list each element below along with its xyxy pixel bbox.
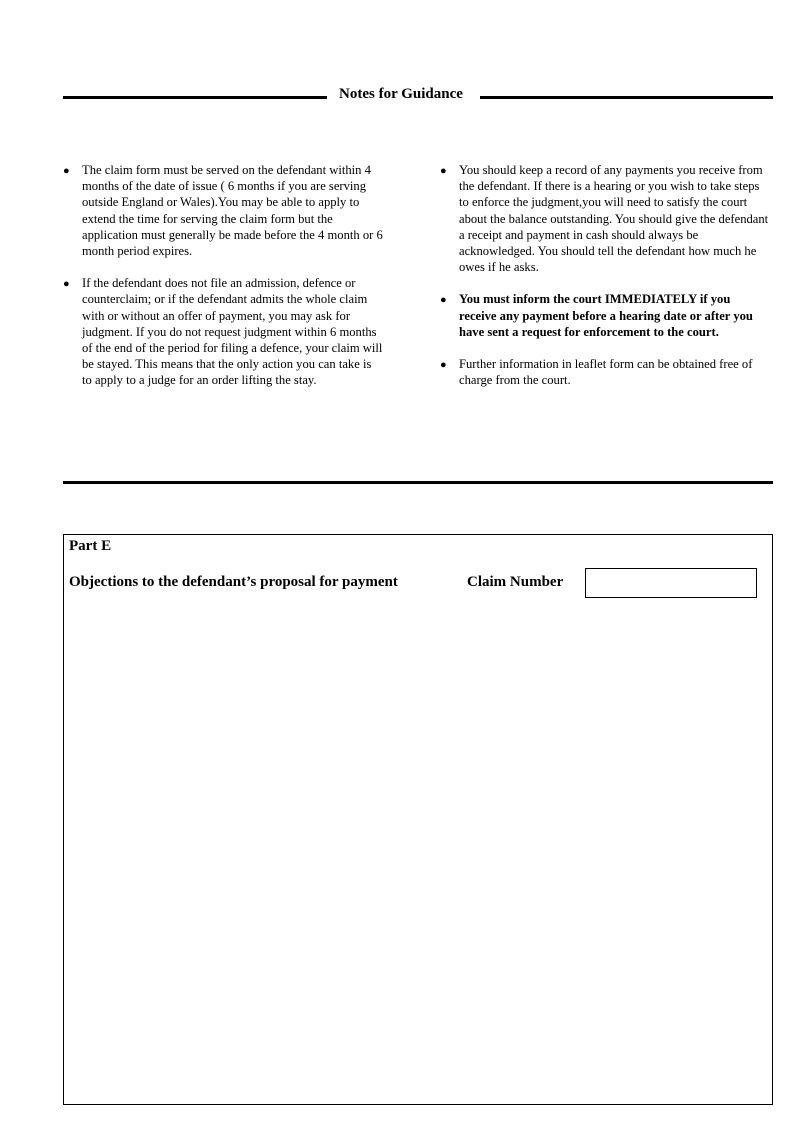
heading-rule-right: [480, 96, 773, 99]
bullet-icon: ●: [440, 165, 447, 177]
bullet-icon: ●: [63, 278, 70, 291]
part-e-title: Part E: [69, 538, 112, 554]
guidance-note: [440, 356, 770, 388]
claim-number-label: Claim Number: [467, 574, 564, 590]
objections-label: Objections to the defendant’s proposal for payment: [69, 574, 398, 590]
section-divider: [63, 481, 773, 484]
guidance-title: Notes for Guidance: [339, 86, 463, 102]
guidance-note: [63, 162, 383, 259]
bullet-icon: ●: [63, 165, 70, 177]
guidance-note-text: If the defendant does not file an admission, defence or counterclaim; or if the defendant admits the whole claim with or without an offer of payment, you may ask for judgment. If you do not request judgment within 6 months of the end of the period for filing a defence, your claim will be stayed. This means that the only action you can take is to apply to a judge for an order lifting the stay.: [82, 276, 383, 388]
guidance-note: [440, 162, 770, 275]
bullet-icon: ●: [440, 294, 447, 307]
guidance-heading: [63, 84, 773, 110]
guidance-note: [63, 275, 383, 388]
guidance-right-column: [440, 162, 770, 404]
claim-number-field[interactable]: [585, 568, 757, 598]
bullet-icon: ●: [440, 359, 447, 372]
guidance-note-text: Further information in leaflet form can be obtained free of charge from the court.: [459, 357, 753, 388]
guidance-note-text: The claim form must be served on the defendant within 4 months of the date of issue ( 6 months if you are serving outside England or Wales).You may be able to apply to extend the time for serving the claim form but the application must generally be made before the 4 month or 6 month period expires.: [82, 163, 383, 259]
guidance-left-column: [63, 162, 383, 405]
guidance-note-text: You must inform the court IMMEDIATELY if you receive any payment before a hearing date or after you have sent a request for enforcement to the court.: [459, 292, 753, 339]
heading-rule-left: [63, 96, 327, 99]
objections-text-area[interactable]: [69, 607, 765, 1097]
guidance-note-text: You should keep a record of any payments you receive from the defendant. If there is a hearing or you wish to take steps to enforce the judgment,you will need to satisfy the court about the balance outstanding. You should give the defendant a receipt and payment in cash should always be acknowledged. You should tell the defendant how much he owes if he asks.: [459, 163, 769, 275]
guidance-note-important: [440, 291, 770, 340]
part-e-section: [63, 534, 773, 1105]
